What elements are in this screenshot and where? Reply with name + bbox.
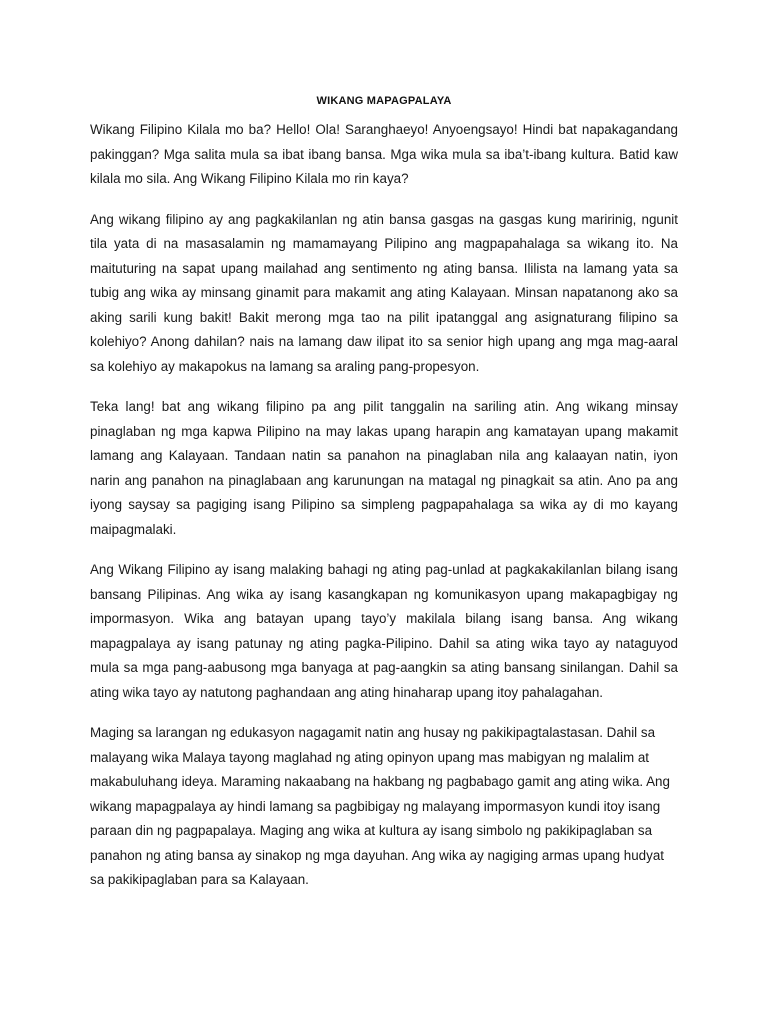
document-title: WIKANG MAPAGPALAYA (316, 95, 452, 107)
paragraph-4: Ang Wikang Filipino ay isang malaking bahagi ng ating pag-unlad at pagkakakilanlan bilang isang bansang Pilipinas. Ang wika ay isang kasangkapan ng komunikasyon upang makapagbigay ng impormasyon. Wika ang batayan upang tayo’y makilala bilang isang bansa. Ang wikang mapagpalaya ay isang patunay ng ating pagka-Pilipino. Dahil sa ating wika tayo ay nataguyod mula sa mga pang-aabusong mga banyaga at pag-aangkin sa ating bansang sinilangan. Dahil sa ating wika tayo ay natutong paghandaan ang ating hinaharap upang itoy pahalagahan. (90, 562, 678, 700)
paragraph-2: Ang wikang filipino ay ang pagkakilanlan ng atin bansa gasgas na gasgas kung maririnig, ngunit tila yata di na masasalamin ng mamamayang Pilipino ang magpapahalaga sa wikang ito. Na maituturing na sapat upang mailahad ang sentimento ng ating bansa. Ililista na lamang yata sa tubig ang wika ay minsang ginamit para makamit ang ating Kalayaan. Minsan napatanong ako sa aking sarili kung bakit! Bakit merong mga tao na pilit ipatanggal ang asignaturang filipino sa kolehiyo? Anong dahilan? nais na lamang daw ilipat ito sa senior high upang ang mga mag-aaral sa kolehiyo ay makapokus na lamang sa araling pang-propesyon. (90, 211, 678, 374)
paragraph-1: Wikang Filipino Kilala mo ba? Hello! Ola! Saranghaeyo! Anyoengsayo! Hindi bat napakagandang pakinggan? Mga salita mula sa ibat ibang bansa. Mga wika mula sa iba’t-ibang kultura. Batid kaw kilala mo sila. Ang Wikang Filipino Kilala mo rin kaya? (90, 122, 678, 186)
document-body (90, 118, 678, 909)
paragraph-5: Maging sa larangan ng edukasyon nagagamit natin ang husay ng pakikipagtalastasan. Dahil sa malayang wika Malaya tayong maglahad ng ating opinyon upang mas mabigyan ng malalim at makabuluhang ideya. Maraming nakaabang na hakbang ng pagbabago gamit ang ating wika. Ang wikang mapagpalaya ay hindi lamang sa pagbibigay ng malayang impormasyon kundi itoy isang paraan din ng pagpapalaya. Maging ang wika at kultura ay isang simbolo ng pakikipaglaban sa panahon ng ating bansa ay sinakop ng mga dayuhan. Ang wika ay nagiging armas upang hudyat sa pakikipaglaban para sa Kalayaan. (90, 725, 670, 887)
paragraph-3: Teka lang! bat ang wikang filipino pa ang pilit tanggalin na sariling atin. Ang wikang minsay pinaglaban ng mga kapwa Pilipino na may lakas upang harapin ang kamatayan upang makamit lamang ang Kalayaan. Tandaan natin sa panahon na pinaglaban nila ang kalaayan natin, iyon narin ang panahon na pinaglabaan ang karunungan na matagal ng pinagkait sa atin. Ano pa ang iyong saysay sa pagiging isang Pilipino sa simpleng pagpapahalaga sa wika ay di mo kayang maipagmalaki. (90, 399, 678, 537)
